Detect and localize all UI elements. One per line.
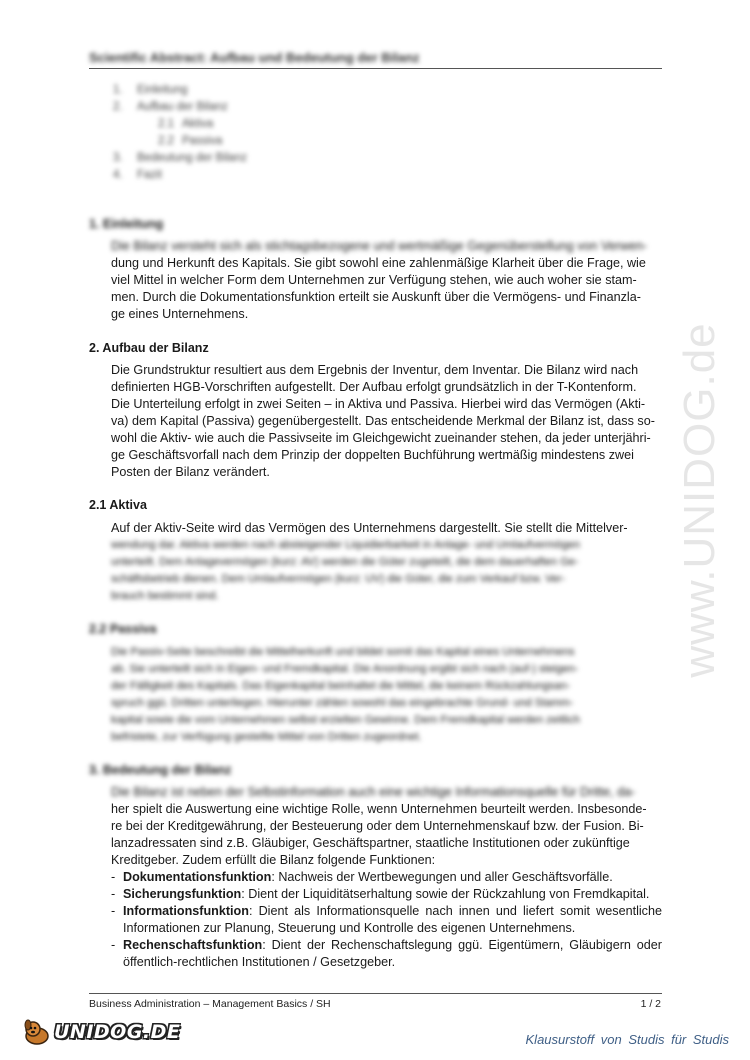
header-divider [89, 68, 662, 69]
section-heading-einleitung: 1. Einleitung [89, 217, 164, 231]
list-item: - Dokumentationsfunktion: Nachweis der Wertbewegungen und aller Geschäftsvorfälle. [111, 870, 613, 884]
section-body-aktiva [111, 520, 662, 605]
paragraph-line: ab. Sie unterteilt sich in Eigen- und Fremdkapital. Die Anordnung ergibt sich nach (auf-) steigen- [111, 663, 579, 675]
toc-subitem: 2.1 Aktiva [158, 118, 214, 130]
paragraph-line: der Fälligkeit des Kapitals. Das Eigenkapital beinhaltet die Mittel, die keinem Rückzahlungsan- [111, 680, 571, 692]
paragraph-line: definierten HGB-Vorschriften aufgestellt. Der Aufbau erfolgt grundsätzlich in der T-Kontenform. [111, 380, 637, 394]
section-heading-aktiva: 2.1 Aktiva [89, 498, 147, 512]
paragraph-line: va) dem Kapital (Passiva) gegenübergestellt. Das entscheidende Merkmal der Bilanz ist, dass so- [111, 414, 655, 428]
paragraph-line: wohl die Aktiv- wie auch die Passivseite im Gleichgewicht zueinander stehen, da jeder unterjähri- [111, 431, 651, 445]
paragraph-line: kapital sowie die vom Unternehmen selbst erzielten Gewinne. Dem Fremdkapital werden zeitlich [111, 714, 580, 726]
toc-item: 2. Aufbau der Bilanz [113, 101, 228, 113]
paragraph-line: schäftsbetrieb dienen. Dem Umlaufvermögen (kurz: UV) die Güter, die zum Verkauf bzw. Ver- [111, 573, 566, 585]
footer-divider [89, 993, 662, 994]
section-body-bedeutung [111, 784, 662, 869]
dog-mascot-icon [22, 1018, 52, 1046]
paragraph-line: men. Durch die Dokumentationsfunktion erteilt sie Auskunft über die Vermögens- und Finanzla- [111, 290, 641, 304]
logo-text: UNIDOG.DE [54, 1021, 181, 1043]
list-item: - Sicherungsfunktion: Dient der Liquiditätserhaltung sowie der Rückzahlung von Fremdkapital. [111, 887, 650, 901]
section-heading-aufbau: 2. Aufbau der Bilanz [89, 341, 209, 355]
function-list [111, 869, 662, 971]
list-item: - Informationsfunktion: Dient als Informationsquelle nach innen und liefert somit wesentliche Informationen zur Planung, Steuerung und Kontrolle des eigenen Unternehmens. [111, 904, 662, 935]
paragraph-line: ge Geschäftsvorfall nach dem Prinzip der doppelten Buchführung wertmäßig mindestens zwei [111, 448, 634, 462]
paragraph-line: befristete, zur Verfügung gestellte Mittel von Dritten zugeordnet. [111, 731, 422, 743]
section-body-passiva [111, 644, 662, 746]
paragraph-line: Die Unterteilung erfolgt in zwei Seiten – in Aktiva und Passiva. Hierbei wird das Vermögen (Akti- [111, 397, 646, 411]
table-of-contents [113, 82, 247, 184]
paragraph-line: her spielt die Auswertung eine wichtige Rolle, wenn Unternehmen beurteilt werden. Insbesonde- [111, 802, 647, 816]
paragraph-line: Die Bilanz ist neben der Selbstinformation auch eine wichtige Informationsquelle für Dritte, da- [111, 785, 636, 799]
paragraph-line: Die Passiv-Seite beschreibt die Mittelherkunft und bildet somit das Kapital eines Unternehmens [111, 646, 575, 658]
section-body-einleitung [111, 238, 662, 323]
paragraph-line: brauch bestimmt sind. [111, 590, 219, 602]
toc-item: 1. Einleitung [113, 84, 188, 96]
toc-item: 3. Bedeutung der Bilanz [113, 152, 247, 164]
paragraph-line: Posten der Bilanz verändert. [111, 465, 270, 479]
section-heading-bedeutung: 3. Bedeutung der Bilanz [89, 763, 232, 777]
paragraph-line: Auf der Aktiv-Seite wird das Vermögen des Unternehmens dargestellt. Sie stellt die Mittelver- [111, 521, 628, 535]
unidog-logo [22, 1018, 180, 1046]
paragraph-line: wendung dar. Aktiva werden nach absteigender Liquidierbarkeit in Anlage- und Umlaufvermögen [111, 539, 581, 551]
document-title: Scientific Abstract: Aufbau und Bedeutung der Bilanz [89, 50, 420, 65]
paragraph-line: Die Bilanz versteht sich als stichtagsbezogene und wertmäßige Gegenüberstellung von Verwen- [111, 239, 648, 253]
section-body-aufbau [111, 362, 662, 481]
paragraph-line: lanzadressaten sind z.B. Gläubiger, Geschäftspartner, staatliche Institutionen oder zukünftige [111, 836, 630, 850]
toc-subitem: 2.2 Passiva [158, 135, 223, 147]
paragraph-line: ge eines Unternehmens. [111, 307, 249, 321]
paragraph-line: unterteilt. Dem Anlagevermögen (kurz: AV) werden die Güter zugeteilt, die dem dauerhaften Ge- [111, 556, 579, 568]
footer-course-label: Business Administration – Management Basics / SH [89, 998, 331, 1010]
watermark: www.UNIDOG.de [675, 322, 724, 678]
paragraph-line: spruch ggü. Dritten unterliegen. Hierunter zählen sowohl das eingebrachte Grund- und Stamm- [111, 697, 574, 709]
paragraph-line: viel Mittel in welcher Form dem Unternehmen zur Verfügung stehen, wie auch woher sie stam- [111, 273, 637, 287]
paragraph-line: re bei der Kreditgewährung, der Besteuerung oder dem Unternehmenskauf bzw. der Fusion. Bi- [111, 819, 644, 833]
list-item: - Rechenschaftsfunktion: Dient der Rechenschaftslegung ggü. Eigentümern, Gläubigern oder öffentlich-rechtlichen Institutionen / Gesetzgeber. [111, 938, 662, 969]
page-number: 1 / 2 [640, 998, 661, 1010]
toc-item: 4. Fazit [113, 169, 162, 181]
section-heading-passiva: 2.2 Passiva [89, 622, 157, 636]
paragraph-line: Die Grundstruktur resultiert aus dem Ergebnis der Inventur, dem Inventar. Die Bilanz wird nach [111, 363, 639, 377]
paragraph-line: Kreditgeber. Zudem erfüllt die Bilanz folgende Funktionen: [111, 853, 436, 867]
footer-slogan: Klausurstoff von Studis für Studis [525, 1032, 729, 1047]
paragraph-line: dung und Herkunft des Kapitals. Sie gibt sowohl eine zahlenmäßige Klarheit über die Frage, wie [111, 256, 646, 270]
